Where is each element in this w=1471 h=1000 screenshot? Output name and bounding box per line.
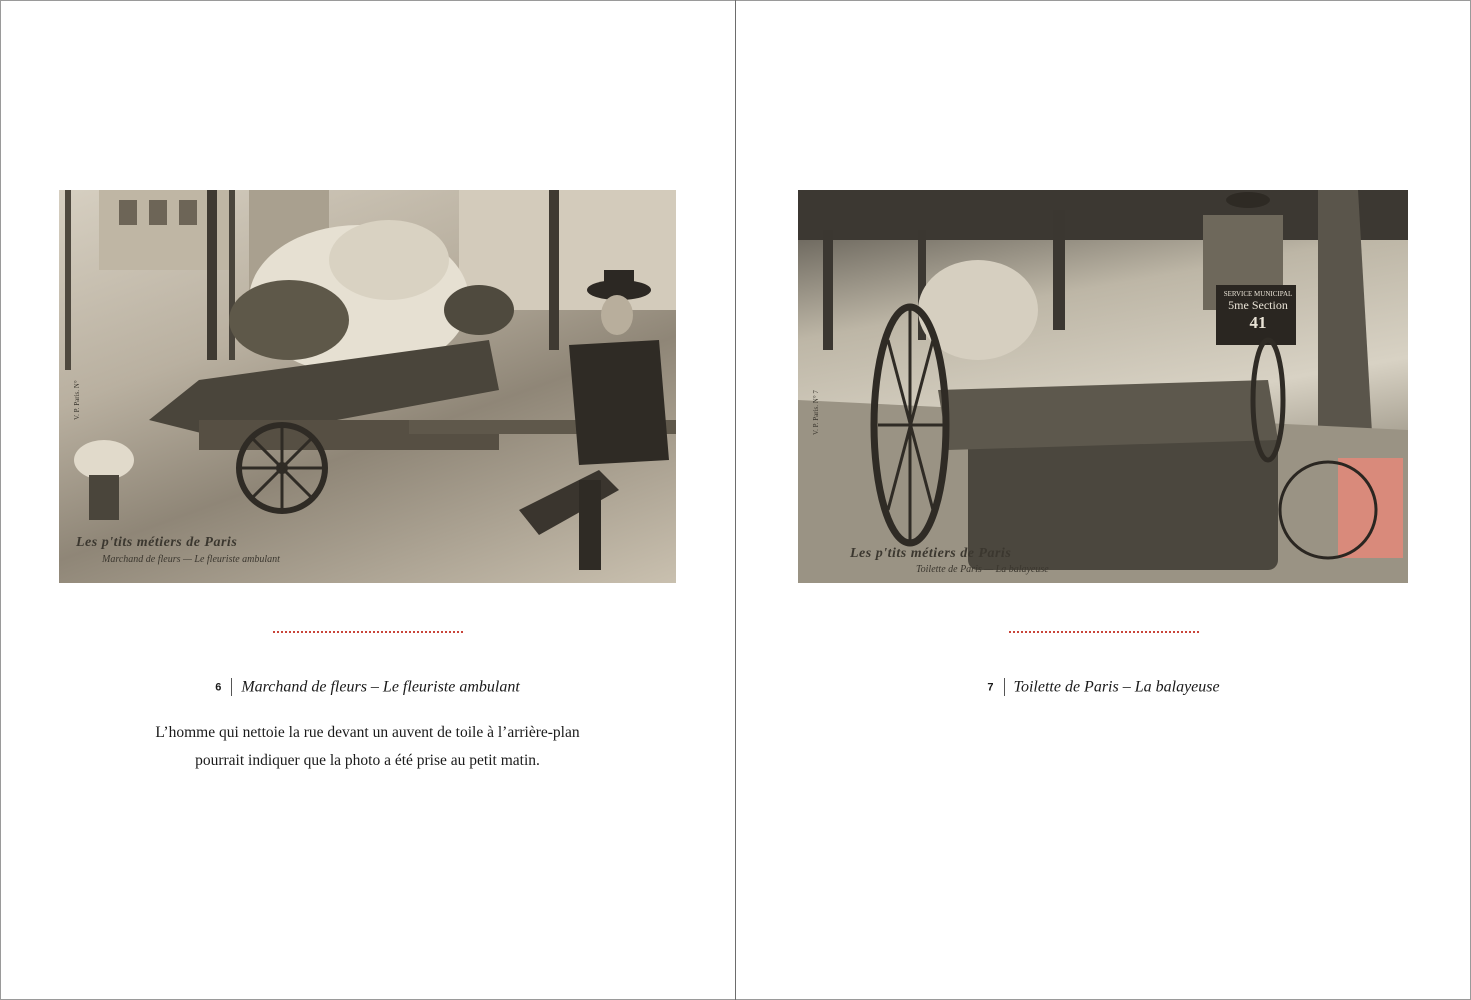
cart-sign-service: SERVICE MUNICIPAL — [1223, 290, 1293, 298]
body-line: pourrait indiquer que la photo a été prise au petit matin. — [195, 752, 540, 769]
flower-seller-photo — [59, 190, 676, 583]
caption-separator — [231, 678, 232, 696]
figure-number: 6 — [215, 681, 222, 694]
body-line: L’homme qui nettoie la rue devant un auvent de toile à l’arrière-plan — [155, 724, 580, 741]
flower-seller-illustration — [59, 190, 676, 583]
street-sweeper-illustration — [798, 190, 1408, 583]
postcard-title: Les p'tits métiers de Paris — [76, 535, 238, 550]
caption-separator — [1004, 678, 1005, 696]
photo-caption — [0, 676, 735, 698]
caption-title: Marchand de fleurs – Le fleuriste ambulant — [241, 678, 520, 696]
left-page — [0, 0, 735, 1000]
figure-number: 7 — [987, 681, 994, 694]
postcard-title: Les p'tits métiers de Paris — [850, 546, 1012, 561]
postcard-side-text: V. P. Paris. N° — [73, 380, 81, 420]
street-sweeper-photo — [798, 190, 1408, 583]
right-page — [736, 0, 1471, 1000]
postcard-subtitle: Marchand de fleurs — Le fleuriste ambulant — [102, 554, 280, 565]
caption-divider — [273, 631, 463, 633]
caption-divider — [1009, 631, 1199, 633]
caption-body — [0, 719, 735, 775]
cart-sign-section: 5me Section — [1228, 298, 1288, 312]
postcard-side-text: V. P. Paris. N° 7 — [812, 390, 820, 435]
cart-sign-number: 41 — [1249, 313, 1267, 332]
caption-title: Toilette de Paris – La balayeuse — [1013, 678, 1220, 696]
postcard-subtitle: Toilette de Paris — La balayeuse — [916, 564, 1049, 575]
cart-sign — [1218, 290, 1298, 333]
photo-caption — [736, 676, 1471, 698]
